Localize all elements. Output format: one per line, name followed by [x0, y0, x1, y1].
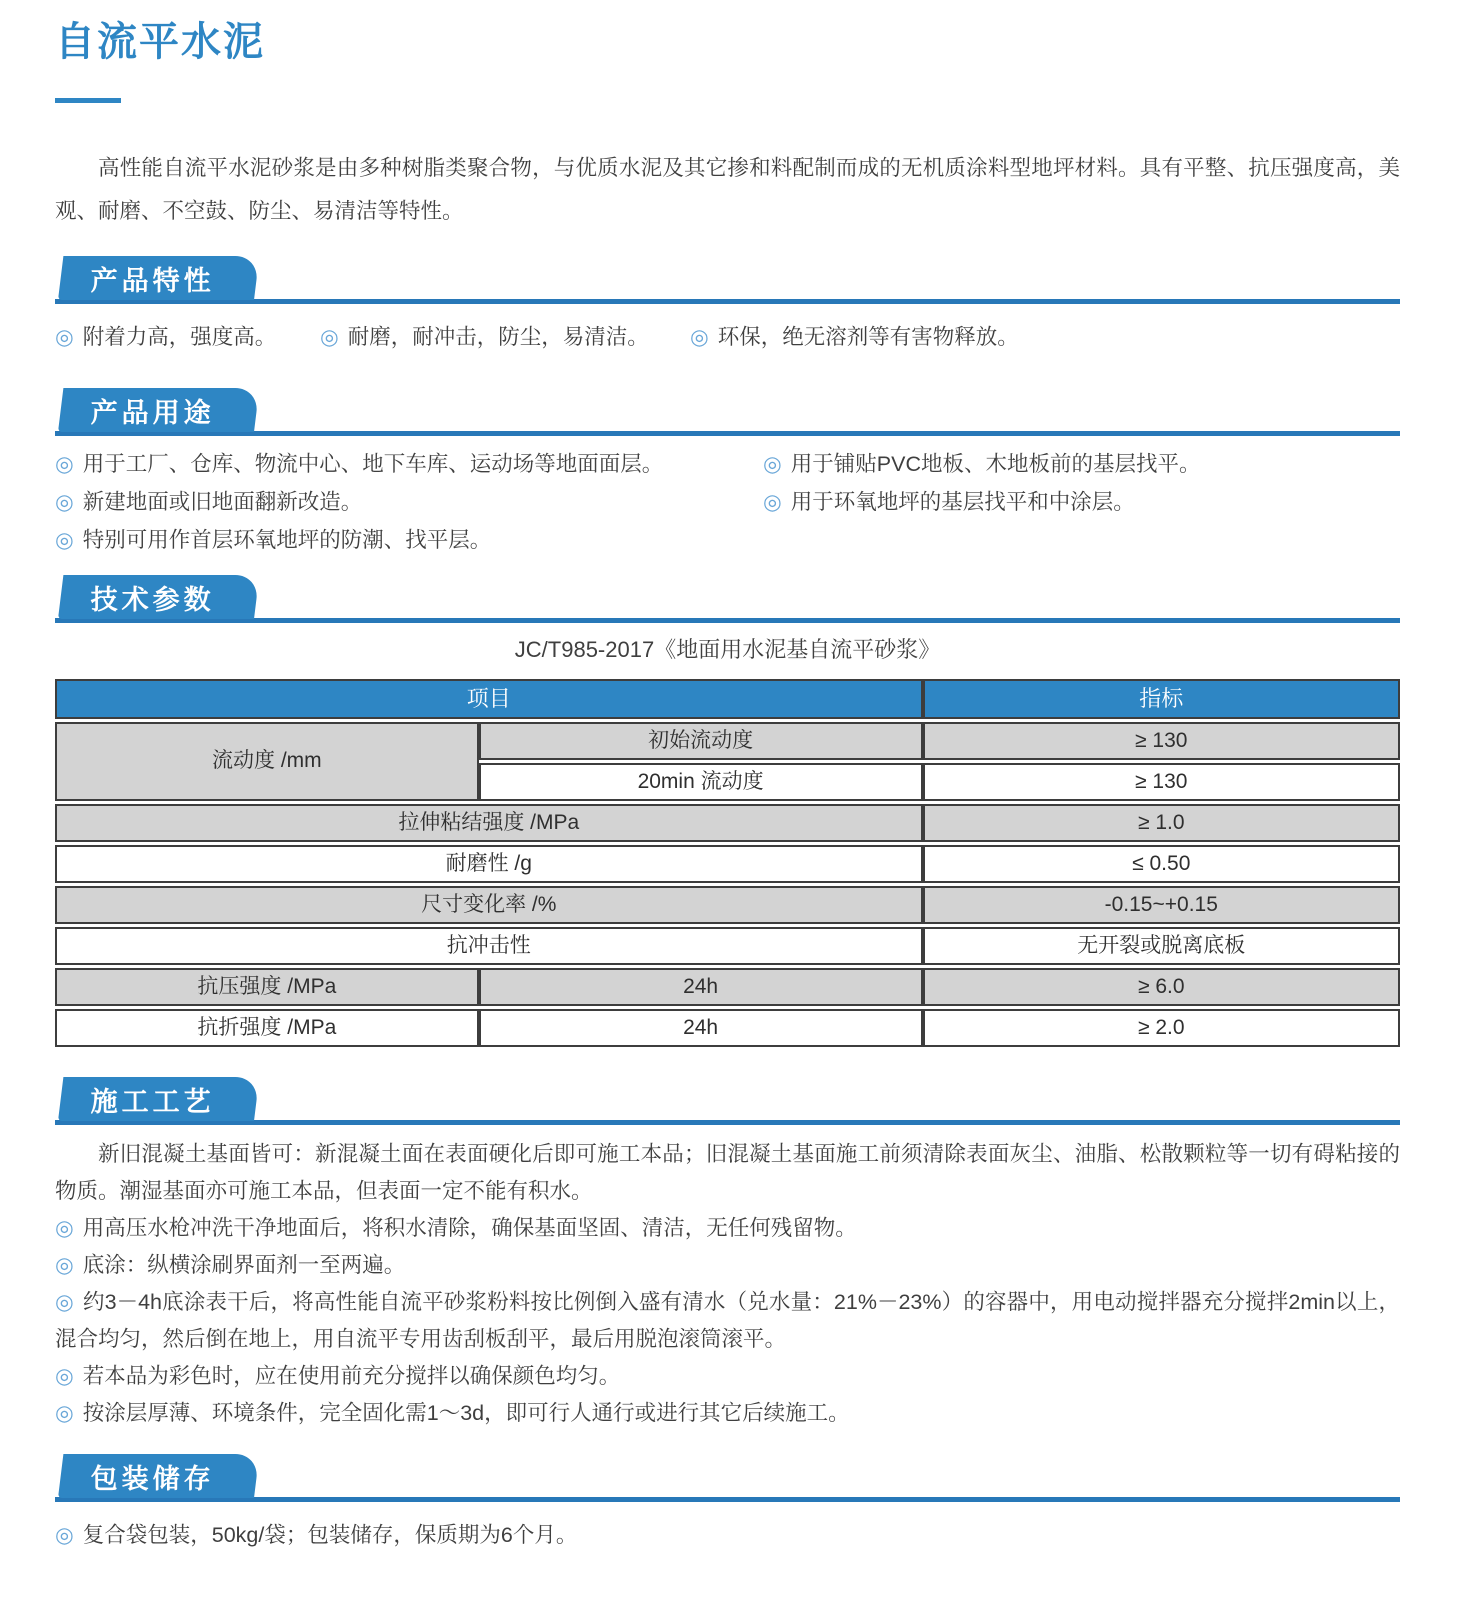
table-cell-item: 拉伸粘结强度 /MPa — [55, 804, 923, 842]
parameters-table — [55, 676, 1400, 1050]
section-heading: 技术参数 — [90, 584, 215, 614]
list-item — [690, 317, 1019, 357]
table-header-index: 指标 — [923, 679, 1400, 719]
section-heading: 包装储存 — [90, 1463, 215, 1493]
section-uses — [55, 387, 1400, 559]
bullet-icon: ◎ — [55, 1400, 74, 1425]
list-item-text: 按涂层厚薄、环境条件，完全固化需1～3d，即可行人通行或进行其它后续施工。 — [82, 1400, 850, 1425]
bullet-icon: ◎ — [55, 489, 74, 514]
list-item — [320, 317, 690, 357]
list-item-text: 耐磨，耐冲击，防尘，易清洁。 — [347, 324, 649, 349]
section-tab — [58, 388, 259, 432]
bullet-icon: ◎ — [763, 489, 782, 514]
bullet-icon: ◎ — [55, 324, 74, 349]
list-item-text: 底涂：纵横涂刷界面剂一至两遍。 — [82, 1252, 406, 1277]
table-cell-item: 抗冲击性 — [55, 927, 923, 965]
table-row — [55, 968, 1400, 1006]
list-item — [55, 445, 763, 483]
section-header-parameters — [55, 574, 1400, 623]
table-cell-group: 流动度 /mm — [55, 722, 479, 801]
list-item-text: 若本品为彩色时，应在使用前充分搅拌以确保颜色均匀。 — [82, 1363, 621, 1388]
packaging-body — [55, 1516, 1400, 1554]
list-item — [763, 445, 1400, 483]
features-list — [55, 317, 1400, 357]
table-cell-value: ≥ 1.0 — [923, 804, 1400, 842]
table-cell-item: 尺寸变化率 /% — [55, 886, 923, 924]
list-item-text: 用于铺贴PVC地板、木地板前的基层找平。 — [790, 451, 1201, 476]
section-heading: 施工工艺 — [90, 1086, 215, 1116]
table-cell-value: ≤ 0.50 — [923, 845, 1400, 883]
list-item — [55, 1395, 1400, 1432]
intro-paragraph: 高性能自流平水泥砂浆是由多种树脂类聚合物，与优质水泥及其它掺和料配制而成的无机质涂料型地坪材料。具有平整、抗压强度高，美观、耐磨、不空鼓、防尘、易清洁等特性。 — [55, 156, 1400, 223]
list-item — [55, 1284, 1400, 1358]
list-item-text: 特别可用作首层环氧地坪的防潮、找平层。 — [82, 527, 492, 552]
table-cell-value: -0.15~+0.15 — [923, 886, 1400, 924]
section-heading: 产品用途 — [90, 397, 215, 427]
bullet-icon: ◎ — [55, 1252, 74, 1277]
table-row — [55, 722, 1400, 760]
list-item-text: 用于工厂、仓库、物流中心、地下车库、运动场等地面面层。 — [82, 451, 664, 476]
section-process — [55, 1076, 1400, 1432]
list-item-text: 约3－4h底涂表干后，将高性能自流平砂浆粉料按比例倒入盛有清水（兑水量：21%－23%）的容器中，用电动搅拌器充分搅拌2min以上，混合均匀，然后倒在地上，用自流平专用齿刮板刮平，最后用脱泡滚筒滚平。 — [55, 1289, 1400, 1351]
process-paragraph: 新旧混凝土基面皆可：新混凝土面在表面硬化后即可施工本品；旧混凝土基面施工前须清除表面灰尘、油脂、松散颗粒等一切有碍粘接的物质。潮湿基面亦可施工本品，但表面一定不能有积水。 — [55, 1141, 1400, 1203]
list-item-text: 复合袋包装，50kg/袋；包装储存，保质期为6个月。 — [82, 1522, 578, 1547]
process-body — [55, 1136, 1400, 1432]
table-cell-item: 抗压强度 /MPa — [55, 968, 479, 1006]
section-packaging — [55, 1453, 1400, 1554]
table-cell-time: 24h — [479, 968, 923, 1006]
section-header-process — [55, 1076, 1400, 1125]
table-cell-time: 24h — [479, 1009, 923, 1047]
table-row — [55, 804, 1400, 842]
bullet-icon: ◎ — [763, 451, 782, 476]
page-title: 自流平水泥 — [55, 20, 265, 64]
table-row — [55, 927, 1400, 965]
bullet-icon: ◎ — [320, 324, 339, 349]
bullet-icon: ◎ — [55, 527, 74, 552]
table-row — [55, 845, 1400, 883]
uses-right-column — [763, 445, 1400, 559]
list-item-text: 用于环氧地坪的基层找平和中涂层。 — [790, 489, 1135, 514]
table-cell-value: ≥ 6.0 — [923, 968, 1400, 1006]
section-header-uses — [55, 387, 1400, 436]
bullet-icon: ◎ — [55, 451, 74, 476]
bullet-icon: ◎ — [690, 324, 709, 349]
table-cell-value: ≥ 130 — [923, 763, 1400, 801]
bullet-icon: ◎ — [55, 1289, 74, 1314]
bullet-icon: ◎ — [55, 1215, 74, 1240]
list-item-text: 用高压水枪冲洗干净地面后，将积水清除，确保基面坚固、清洁，无任何残留物。 — [82, 1215, 857, 1240]
list-item-text: 新建地面或旧地面翻新改造。 — [82, 489, 363, 514]
section-heading: 产品特性 — [90, 265, 215, 295]
uses-list — [55, 445, 1400, 559]
section-tab — [58, 1454, 259, 1498]
uses-left-column — [55, 445, 763, 559]
list-item — [55, 1210, 1400, 1247]
table-header-item: 项目 — [55, 679, 923, 719]
table-cell-item: 初始流动度 — [479, 722, 923, 760]
list-item-text: 环保，绝无溶剂等有害物释放。 — [717, 324, 1019, 349]
table-header-row — [55, 679, 1400, 719]
list-item — [55, 521, 763, 559]
list-item-text: 附着力高，强度高。 — [82, 324, 277, 349]
bullet-icon: ◎ — [55, 1522, 74, 1547]
table-cell-item: 抗折强度 /MPa — [55, 1009, 479, 1047]
bullet-icon: ◎ — [55, 1363, 74, 1388]
section-tab — [58, 575, 259, 619]
list-item — [55, 317, 320, 357]
table-row — [55, 1009, 1400, 1047]
section-parameters — [55, 574, 1400, 1050]
section-tab — [58, 1077, 259, 1121]
title-underline — [55, 98, 121, 103]
list-item — [55, 483, 763, 521]
section-header-packaging — [55, 1453, 1400, 1502]
list-item — [55, 1358, 1400, 1395]
table-cell-value: 无开裂或脱离底板 — [923, 927, 1400, 965]
table-cell-item: 20min 流动度 — [479, 763, 923, 801]
table-caption: JC/T985-2017《地面用水泥基自流平砂浆》 — [514, 636, 941, 662]
list-item — [55, 1516, 1400, 1554]
section-features — [55, 255, 1400, 357]
table-cell-value: ≥ 2.0 — [923, 1009, 1400, 1047]
table-cell-value: ≥ 130 — [923, 722, 1400, 760]
list-item — [55, 1247, 1400, 1284]
section-header-features — [55, 255, 1400, 304]
list-item — [763, 483, 1400, 521]
table-cell-item: 耐磨性 /g — [55, 845, 923, 883]
table-row — [55, 886, 1400, 924]
section-tab — [58, 256, 259, 300]
